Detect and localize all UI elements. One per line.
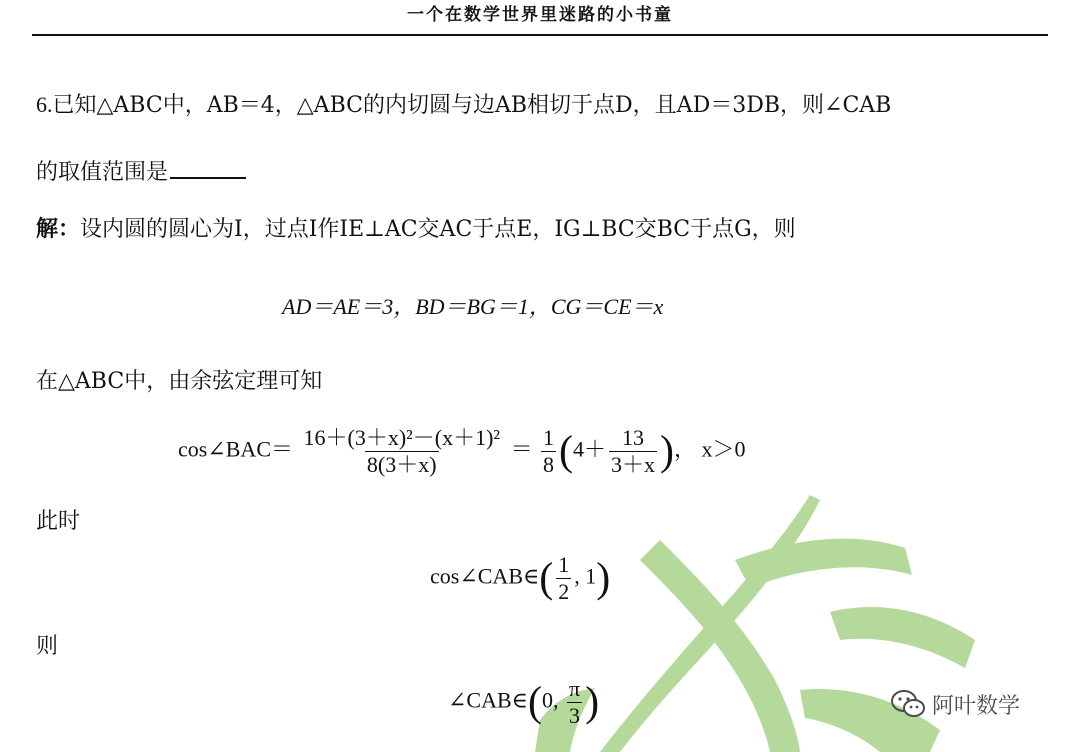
solution-line-3 [36,507,80,537]
solution-line-4 [36,632,58,662]
eq3-right-paren: ) [596,555,611,602]
eq2-denominator: 8(3＋x) [366,452,437,477]
problem-line-2 [36,155,246,188]
equation-4 [448,676,599,729]
eq2-coef-fraction [541,425,556,478]
eq4-num: π [568,676,581,701]
solution-text-2: 在△ABC中，由余弦定理可知 [36,369,323,394]
eq2-numerator: 16＋(3＋x)²－(x＋1)² [303,425,500,450]
brand-name: 阿叶数学 [932,693,1021,719]
eq2-lhs: cos∠BAC＝ [178,436,293,462]
answer-blank [170,155,246,179]
problem-line-1 [36,90,891,121]
eq2-right-paren: ) [660,428,675,475]
eq4-den: 3 [569,703,581,728]
wechat-icon [890,689,926,719]
equation-1 [282,290,663,321]
solution-line-2 [36,367,322,397]
eq4-right-paren: ) [585,679,600,726]
problem-number: 6. [36,92,53,117]
eq3-fraction [556,552,571,605]
solution-text-1: 设内圆的圆心为I，过点I作IE⊥AC交AC于点E，IG⊥BC交BC于点G，则 [80,217,796,242]
eq2-coef-den: 8 [543,452,555,477]
eq3-left-paren: ( [539,555,554,602]
eq2-fraction [302,425,503,478]
eq2-condition: ， x＞0 [674,436,746,462]
eq4-pre: 0, [541,687,564,713]
equation-2 [178,425,746,478]
header-title: 一个在数学世界里迷路的小书童 [407,5,673,25]
solution-text-4: 则 [36,634,59,659]
eq2-left-paren: ( [559,428,574,475]
equation-1-text: AD＝AE＝3，BD＝BG＝1，CG＝CE＝x [282,294,664,319]
eq2-equals: ＝ [510,436,533,462]
eq4-fraction [567,676,582,729]
eq2-inner-den: 3＋x [611,452,656,477]
eq2-inner-fraction [609,425,657,478]
solution-label: 解： [36,216,81,242]
solution-text-3: 此时 [36,509,81,534]
eq3-lhs: cos∠CAB∈ [430,563,540,589]
problem-text-2: 的取值范围是 [36,160,169,185]
eq3-tail: , 1 [574,563,597,589]
eq3-den: 2 [558,579,570,604]
solution-line-1 [36,214,796,245]
problem-text-1: 已知△ABC中，AB＝4，△ABC的内切圆与边AB相切于点D，且AD＝3DB，则∠CAB [52,93,892,118]
equation-3 [430,552,610,605]
eq4-left-paren: ( [527,679,542,726]
brand-badge [890,684,1060,724]
eq2-coef-num: 1 [543,425,555,450]
eq2-inner-pre: 4＋ [573,436,607,462]
eq2-inner-num: 13 [622,425,645,450]
eq4-lhs: ∠CAB∈ [448,687,528,713]
eq3-num: 1 [558,552,570,577]
